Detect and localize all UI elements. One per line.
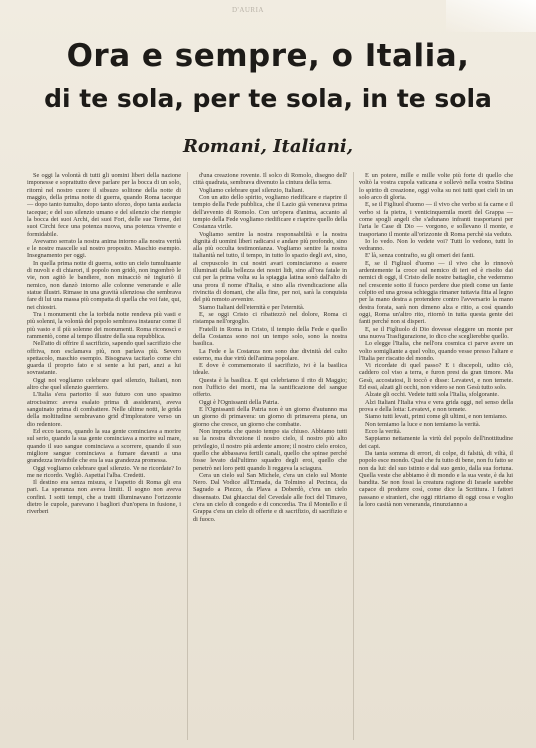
archive-stamp: D'AURIA [232, 6, 264, 14]
article-paragraph: E un potere, mille e mille volte più forte di quello che voltò la vostra cupola vaticana e sollevò nella vostra Sistina lo spirito di creazione, oggi volta su noi tutti quei cieli in un solo arco di gloria. [359, 172, 513, 201]
article-paragraph: In quella prima notte di guerra, sotto un cielo tumultuante di nuvoli e di chiarori, il popolo non gridò, non ingombrò le vie, non agitò le bandiere, non minacciò nè ingiuriò il nemico, non danzò intorno alle colonne venerande e alle statue illustri. Rimase in una gravità silenziosa che sembrava fare di lui una massa più compatta di quella che voi fate, qui, nei chiostri. [27, 259, 181, 311]
column-divider [187, 172, 188, 740]
article-paragraph: d'una creazione rovente. Il solco di Romolo, disegno dell' città quadrata, sembrava divenuto la cintura della terra. [193, 172, 347, 187]
article-paragraph: Fratelli in Roma in Cristo, il tempio della Fede e quello della Costanza sono noi un tempo solo, sono la nostra basilica. [193, 325, 347, 348]
article-paragraph: Oggi vogliamo celebrare quel silenzio. Ve ne ricordate? Io me ne ricordo. Vegliò. Aspettai l'alba. Credetti. [27, 464, 181, 479]
column-divider [353, 172, 354, 740]
salutation-subtitle: Romani, Italiani, [182, 136, 354, 157]
article-paragraph: Oggi noi vogliamo celebrare quel silenzio, Italiani, non altro che quel silenzio guerriero. [27, 376, 181, 392]
article-paragraph: Avevamo serrato la nostra anima intorno alla nostra verità e le nostre mascelle sul nostro proposito. Maschio esempio. Insegnamento per oggi. [27, 237, 181, 260]
article-paragraph: Cera un cielo sul San Michele, c'era un cielo sul Monte Nero. Dal Vodice all'Ermada, da Tolmino al Pecinca, da Sagrado a Piezzo, da Plava a Doberdò, c'era un cielo dissensato. Dai ghiacciai del Cevedale alle foci del Timavo, c'era un cielo di congedo e di concordia. Tra il Montello e il Grappa c'era un cielo di offerte e di sacrifizio, di sacrifizio e di fuoco. [193, 471, 347, 523]
article-paragraph: E l'Ognissanti della Patria non è un giorno d'autunno ma un giorno di primavera: un giorno di primavera piena, un giorno che cresce, un giorno che combatte. [193, 406, 347, 428]
article-column-1 [27, 172, 181, 740]
article-paragraph: Da tanta somma di errori, di colpe, di falsità, di viltà, il popolo esce mondo. Qual che fu tutto di bene, non fu fatto se non da lui: del suo istinto e dal suo genio, dalla sua fortuna. Quella veste che abbiamo è di mondo e la sua veste, è da lui bandita. Se non fossi la creatura ragione di Israele sarebbe capace di produrre così, come dice la Scrittura. I fattori passano e stranieri, che oggi ritiriamo di oggi cosa e voglio la loro casità non veneranda, rinunzianno a [359, 449, 513, 509]
article-paragraph: E, se il Figliuol d'uomo — il vivo che verbo si fa carne e il verbo si fa pietra, i venticinquemila morti del Grappa — come spogli angeli che s'adunano infranti trasportarsi per l'aria le Case di Dio — vorgono, e sollevano il monte, e trasportano il monte all'orizzonte di Roma perchè sia veduto. [359, 201, 513, 238]
article-paragraph: Questa è la basilica. E qui celebriamo il rito di Maggio; non l'ufficio dei morti, ma la santificazione del sangue offerto. [193, 376, 347, 399]
article-paragraph: Sappiamo nettamente la virtù del popolo dell'inottitudine dei capi. [359, 435, 513, 450]
article-paragraph: Ed ecco tacera, quando la sua gente cominciava a morire sul serio, quando la sua gente cominciava a morire sul mare, quando il suo sangue cominciava a scorrere, quando il suo migliore sangue cominciava a fumare davanti a una grandezza invisibile che era la sua grandezza promessa. [27, 427, 181, 465]
article-paragraph: Ecco la verità. [365, 427, 402, 435]
headline-line-1: Ora e sempre, o Italia, [66, 38, 470, 74]
article-paragraph: Non temiamo la luce e non temiamo la verità. [365, 420, 481, 428]
article-paragraph: Lo elegge l'Italia, che nell'ora cosmica ci parve avere un volto somigliante a quel volto, quando vesse presso l'altare e l'Italia per riscatto del mondo. [359, 340, 513, 362]
paper-fold [446, 0, 536, 32]
article-column-3 [359, 172, 513, 740]
article-paragraph: E, se oggi Cristo ci ribattezzò nel dolore, Roma ci ristampa nell'orgoglio. [193, 310, 347, 326]
article-paragraph: E, se il Figliuol d'uomo — il vivo che lo rinnovò ardentemente la croce sul nemico di ieri ed è risolto dai nemici di oggi, il Cristo delle nostre battaglie, che vedemmo nel crescente sotto il fuoco perdere due piedi come un fante colpito ed una grossa schieggia rimaner tuttavia fitta al legno per la mano destra a protendere contro l'avversario la mano destra forata, sarà non dimeno alza e ritto, a così quando oggi, Roma un'altro rito, ritornò in tutta questa gente dei fanti perché non si disperi. [359, 259, 513, 326]
article-paragraph: E dove è commemorato il sacrifizio, ivi è la basilica ideale. [193, 362, 347, 377]
headline-line-2: di te sola, per te sola, in te sola [44, 84, 492, 113]
article-paragraph: Siamo tutti levati, primi come gli ultimi, e non temiamo. [365, 413, 508, 421]
article-paragraph: Nell'atto di offrire il sacrifizio, sapendo quel sacrifizio che offriva, non esclamava più, non parlava più. Severo spettacolo, maschio esempio. Bisognava tacitarlo come chi guarda il proprio fato e si sente a lui pari, anzi a lui sovrastante. [27, 340, 181, 377]
article-paragraph: Vogliamo sentire la nostra responsabilità e la nostra dignità di uomini liberi radicarsi e andare più profondo, sino alla più occulta testimonianza. Vogliamo sentire la nostra italianità nel tutto, il tempo, in tutto lo spazio degli avi, sino, al crepuscolo in cui nostri avari cominciarono a essere illuminati dalla bellezza dei nostri lidi, sino all'ora fatale in cui per la prima volta su la spiaggia latina sonò dall'alto di una prora il nome d'Italia, e sino alla rivendicazione alla rivincita di domani, che alla fine, per noi, sarà la conquista del più remoto avvenire. [193, 230, 347, 304]
article-paragraph: Vogliamo celebrare quel silenzio, Italiani. [199, 186, 305, 194]
article-paragraph: Siamo Italiani dell'eternità e per l'eternità. [199, 303, 305, 311]
article-column-2 [193, 172, 347, 740]
article-paragraph: Io lo vedo. Non lo vedete voi? Tutti lo vedono, tutti lo vedranno. [359, 237, 513, 253]
article-paragraph: Il destino era senza misura, e l'aspetto di Roma gli era pari. La speranza non aveva limiti. Il sogno non aveva confini. I sotti tempi, che a tratti illuminavano l'orizzonte dietro le cupole, parevano i bagliori d'un'opera in fusione, i riverberi [27, 479, 181, 516]
article-paragraph: E' là, senza contrafto, su gli omeri dei fanti. [365, 252, 475, 260]
article-paragraph: Tra i monumenti che la torbida notte rendeva più vasti e più solenni, la volontà del popolo sembrava instaurar come il più vasto e il più solenne dei monumenti. Roma riconoscì e rammentò, come al tempo illustre della sua repubblica. [27, 310, 181, 340]
article-paragraph: Vi ricordate di quel passo? E i discepoli, udito ciò, caddero col viso a terra, e furon presi da gran timore. Ma Gesù, accostatosi, li toccò e disse: Levatevi, e non temete. Ed essi, alzati gli occhi, non videro se non Gesù tutto solo. [359, 362, 513, 392]
article-paragraph: Se oggi la volontà di tutti gli uomini liberi della nazione imponesse e soprattutto deve parlare per la bocca di un solo, ritornì nel nostro cuore il sibsuzo solitone della notte di maggio, della prima notte di guerra, quando Roma taceque — dopo tanto tumulto, dopo tanto sforzo, dopo tanta audacia taceque; e del suo silenzio umano e del silenzio che riempie la bocca dei suoi Archi, dei suoi Fori, delle sue Terme, dei suoi Circhi fece una potenza nuova, una potenza vivente e formidabile. [27, 172, 181, 238]
article-paragraph: Con un atto dello spirito, vogliamo riedificare e riaprire il tempio della Fede pubblica, che il Lazio già venerava prima dell'avvento di Romolo. Con un'opera d'anima, accanto al tempio della Fede vogliamo riedificare e riaprire quello della Costanza virile. [193, 193, 347, 231]
article-paragraph: L'Italia s'era partorito il suo futuro con uno spasimo atrocissimo: aveva esalato prima di assiderarsi, aveva sanguinato prima di combattere. Nelle ultime notti, le grida della moltitudine sembravano grid d'imploratore verso un dio redentore. [27, 391, 181, 428]
article-paragraph: E, se il Figliuolo di Dio dovesse eleggere un monte per una nuova Trasfigurazione, io dico che sceglierebbe quello. [359, 325, 513, 340]
article-paragraph: Non importa che questo tempo sia chiuso. Abbiamo tutti su la nostra divozione il nostro cielo, il nostro più alto privilegio, il nostro più ardente amore; il nostro cielo eroico, quello che abbassava fertili canali, quello che spinse perché fosse levato dall'ultimo squadro degli eroi, quello che penetrò nei loro petti quando li reggeva la sciagura. [193, 427, 347, 472]
article-paragraph: La Fede e la Costanza non sono due divinità del culto esterno, ma due virtù dell'anima popolare. [193, 347, 347, 362]
article-paragraph: Oggi è l'Ognissanti della Patria. [199, 398, 280, 406]
article-paragraph: Alzate gli occhi. Vedete tutti sola l'Italia, sfolgorante. [365, 391, 499, 399]
article-columns [27, 172, 513, 740]
article-paragraph: Alzi Italiani l'Italia viva e vera grida oggi, nel senso della prova e della lotta: Levatevi, e non temete. [359, 398, 513, 413]
